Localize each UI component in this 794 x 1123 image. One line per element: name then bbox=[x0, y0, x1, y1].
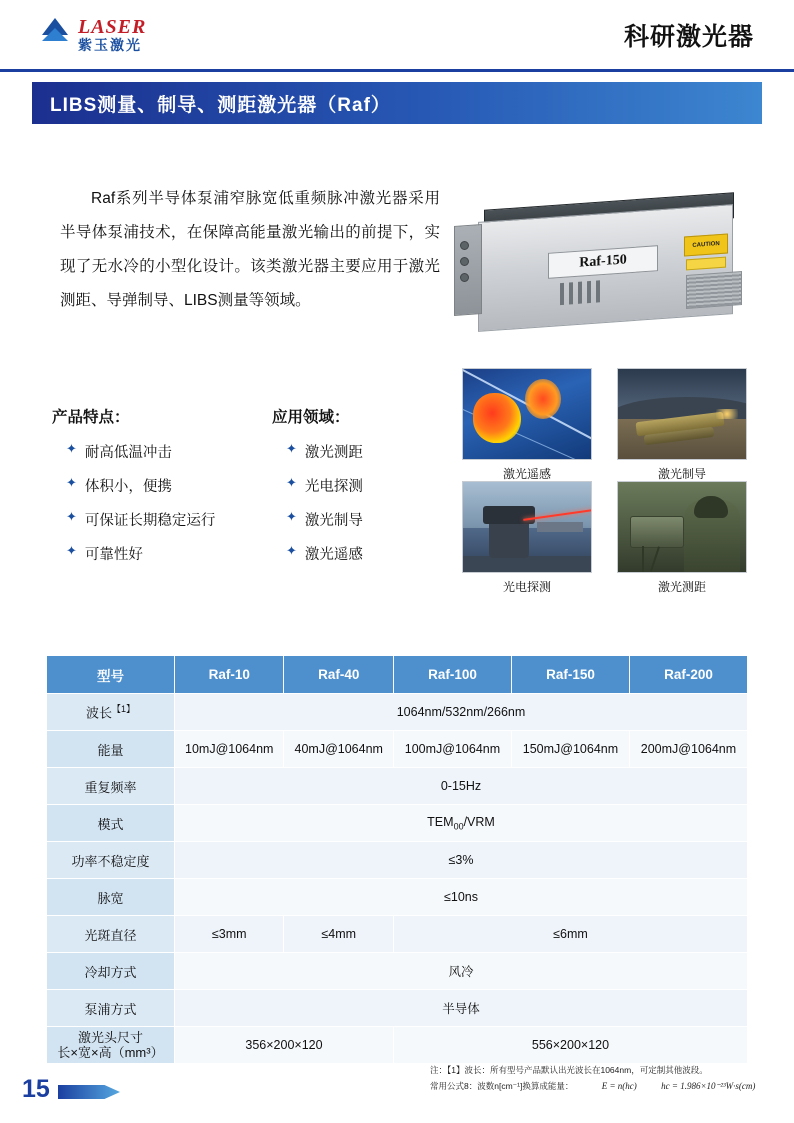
logo-triangle-icon bbox=[40, 16, 70, 54]
table-cell: 10mJ@1064nm bbox=[175, 731, 284, 768]
table-header-cell: Raf-10 bbox=[175, 656, 284, 694]
thumbnail-photoelectric-detection bbox=[462, 481, 592, 573]
caution-label: CAUTION bbox=[684, 233, 728, 256]
bullet-icon: ✦ bbox=[66, 509, 77, 524]
row-label-line1: 激光头尺寸 bbox=[77, 1030, 143, 1045]
table-row bbox=[47, 879, 748, 916]
bullet-icon: ✦ bbox=[66, 441, 77, 456]
table-row bbox=[47, 842, 748, 879]
application-item bbox=[272, 509, 472, 530]
table-row-label: 冷却方式 bbox=[47, 953, 175, 990]
application-item-label: 激光遥感 bbox=[304, 547, 363, 563]
image-caption: 激光遥感 bbox=[502, 467, 551, 481]
table-cell: 40mJ@1064nm bbox=[284, 731, 393, 768]
table-row bbox=[47, 1027, 748, 1064]
table-cell: 风冷 bbox=[175, 953, 748, 990]
table-row bbox=[47, 953, 748, 990]
company-logo bbox=[0, 16, 146, 54]
row-label-text: 波长 bbox=[85, 705, 112, 721]
feature-item-label: 耐高低温冲击 bbox=[84, 445, 172, 461]
feature-item-label: 体积小，便携 bbox=[84, 479, 172, 495]
footnote-line-1: 注：【1】波长：所有型号产品默认出光波长在1064nm，可定制其他波段。 bbox=[430, 1065, 708, 1075]
section-title-text: LIBS测量、制导、测距激光器（Raf） bbox=[50, 94, 391, 116]
table-row-label: 能量 bbox=[47, 731, 175, 768]
thumbnail-laser-guidance bbox=[617, 368, 747, 460]
table-header-cell: Raf-150 bbox=[511, 656, 629, 694]
feature-item-label: 可靠性好 bbox=[84, 547, 143, 563]
mode-value-subscript: 00 bbox=[453, 821, 464, 832]
table-header-cell: 型号 bbox=[47, 656, 175, 694]
product-fins bbox=[560, 279, 620, 305]
product-photo bbox=[450, 195, 750, 345]
logo-en-text: LASER bbox=[78, 15, 147, 38]
table-cell bbox=[175, 805, 748, 842]
applications-section bbox=[272, 405, 472, 577]
footnote-line-2 bbox=[430, 1078, 760, 1094]
table-header-cell: Raf-100 bbox=[393, 656, 511, 694]
table-row-label: 脉宽 bbox=[47, 879, 175, 916]
table-cell: ≤4mm bbox=[284, 916, 393, 953]
image-caption: 激光制导 bbox=[657, 467, 706, 481]
table-row bbox=[47, 916, 748, 953]
table-cell: ≤3% bbox=[175, 842, 748, 879]
table-row bbox=[47, 990, 748, 1027]
image-cell-laser-guidance bbox=[617, 368, 747, 482]
product-vents bbox=[686, 271, 742, 309]
page-arrow-icon bbox=[58, 1085, 120, 1099]
feature-item bbox=[52, 543, 252, 564]
page-number: 15 bbox=[22, 1075, 50, 1103]
bullet-icon: ✦ bbox=[66, 543, 77, 558]
specification-table bbox=[46, 655, 748, 1064]
table-cell: 1064nm/532nm/266nm bbox=[175, 694, 748, 731]
logo-cn-text: 紫玉激光 bbox=[78, 36, 142, 53]
table-row-label: 泵浦方式 bbox=[47, 990, 175, 1027]
image-caption: 激光测距 bbox=[657, 580, 706, 594]
features-title: 产品特点： bbox=[52, 409, 130, 426]
feature-item bbox=[52, 475, 252, 496]
table-cell: 356×200×120 bbox=[175, 1027, 394, 1064]
table-header-cell: Raf-200 bbox=[629, 656, 747, 694]
footnote-line-2-text: 常用公式8：波数n[cm⁻¹]换算成能量： bbox=[430, 1081, 574, 1091]
table-cell: ≤6mm bbox=[393, 916, 747, 953]
table-row bbox=[47, 768, 748, 805]
image-cell-remote-sensing bbox=[462, 368, 592, 482]
feature-item-label: 可保证长期稳定运行 bbox=[84, 513, 216, 529]
page-header bbox=[0, 0, 794, 72]
image-caption: 光电探测 bbox=[502, 580, 551, 594]
table-row-label: 功率不稳定度 bbox=[47, 842, 175, 879]
thumbnail-laser-ranging bbox=[617, 481, 747, 573]
bullet-icon: ✦ bbox=[286, 509, 297, 524]
page-title: 科研激光器 bbox=[623, 22, 754, 51]
applications-title: 应用领域： bbox=[272, 409, 350, 426]
table-cell: 200mJ@1064nm bbox=[629, 731, 747, 768]
application-item-label: 光电探测 bbox=[304, 479, 363, 495]
application-item bbox=[272, 441, 472, 462]
formula-1: E = n(hc) bbox=[601, 1081, 637, 1091]
thumbnail-laser-remote-sensing bbox=[462, 368, 592, 460]
image-cell-photoelectric-detection bbox=[462, 481, 592, 595]
table-cell: 100mJ@1064nm bbox=[393, 731, 511, 768]
row-label-line2: 长×宽×高（mm³） bbox=[57, 1045, 164, 1060]
application-item bbox=[272, 475, 472, 496]
mode-value-text: TEM bbox=[427, 814, 454, 829]
table-cell: 0-15Hz bbox=[175, 768, 748, 805]
feature-item bbox=[52, 509, 252, 530]
table-row-label: 光斑直径 bbox=[47, 916, 175, 953]
intro-paragraph: Raf系列半导体泵浦窄脉宽低重频脉冲激光器采用半导体泵浦技术，在保障高能量激光输出的前提下，实现了无水冷的小型化设计。该类激光器主要应用于激光测距、导弹制导、LIBS测量等领域。 bbox=[60, 190, 440, 309]
table-row bbox=[47, 731, 748, 768]
table-row-label bbox=[47, 694, 175, 731]
table-header-row bbox=[47, 656, 748, 694]
mode-value-suffix: /VRM bbox=[463, 814, 495, 829]
table-header-cell: Raf-40 bbox=[284, 656, 393, 694]
product-knob-icon bbox=[460, 273, 469, 282]
bullet-icon: ✦ bbox=[286, 543, 297, 558]
image-cell-laser-ranging bbox=[617, 481, 747, 595]
features-section bbox=[52, 405, 252, 577]
product-knob-icon bbox=[460, 241, 469, 250]
table-row-label: 重复频率 bbox=[47, 768, 175, 805]
table-cell: ≤3mm bbox=[175, 916, 284, 953]
product-knob-icon bbox=[460, 257, 469, 266]
table-cell: 半导体 bbox=[175, 990, 748, 1027]
logo-text bbox=[78, 17, 146, 53]
table-cell: ≤10ns bbox=[175, 879, 748, 916]
application-item-label: 激光制导 bbox=[304, 513, 363, 529]
product-model-label: Raf-150 bbox=[548, 245, 658, 279]
row-label-footnote: 【1】 bbox=[112, 704, 136, 715]
table-cell: 556×200×120 bbox=[393, 1027, 747, 1064]
table-row bbox=[47, 694, 748, 731]
section-title-bar bbox=[32, 82, 762, 124]
bullet-icon: ✦ bbox=[66, 475, 77, 490]
feature-item bbox=[52, 441, 252, 462]
formula-2: hc = 1.986×10⁻²³W·s(cm) bbox=[661, 1081, 756, 1091]
table-cell: 150mJ@1064nm bbox=[511, 731, 629, 768]
table-row bbox=[47, 805, 748, 842]
application-item-label: 激光测距 bbox=[304, 445, 363, 461]
footer-notes bbox=[430, 1062, 760, 1094]
application-item bbox=[272, 543, 472, 564]
bullet-icon: ✦ bbox=[286, 475, 297, 490]
bullet-icon: ✦ bbox=[286, 441, 297, 456]
product-side-panel bbox=[454, 224, 482, 316]
table-row-label bbox=[47, 1027, 175, 1064]
table-row-label: 模式 bbox=[47, 805, 175, 842]
